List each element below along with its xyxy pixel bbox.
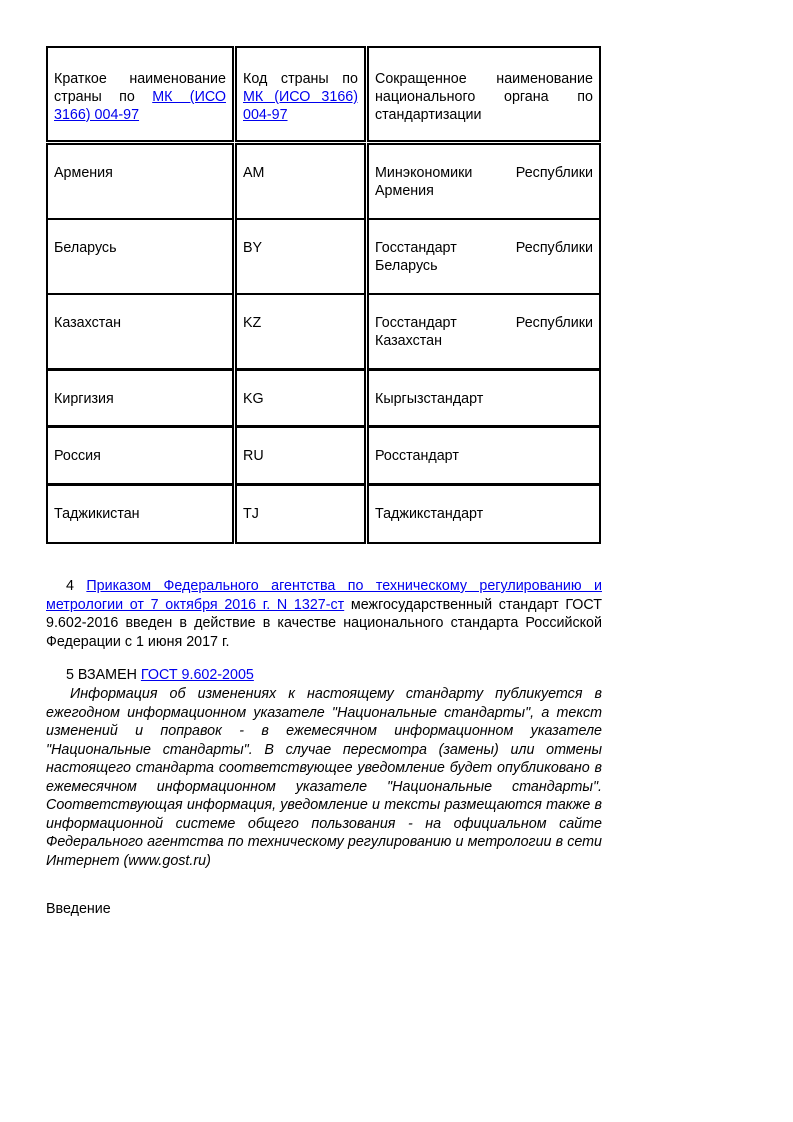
changes-note: Информация об изменениях к настоящему стандарту публикуется в ежегодном информационном указателе "Национальные стандарты", а текст изменений и поправок - в ежемесячном информационном указателе "Национальные стандарты". В случае пересмотра (замены) или отмены настоящего стандарта соответствующее уведомление будет опубликовано в ежемесячном информационном указателе "Национальные стандарты". Соответствующая информация, уведомление и тексты размещаются также в информационной системе общего пользования - на официальном сайте Федерального агентства по техническому регулированию и метрологии в сети Интернет (www.gost.ru) (46, 686, 602, 869)
table-row-code (235, 484, 366, 544)
country-code: KZ (243, 315, 262, 331)
table-row-country (46, 143, 234, 220)
table-row-body (367, 218, 601, 295)
table-row-country (46, 484, 234, 544)
country-standards-table (46, 46, 601, 544)
country-code: AM (243, 165, 265, 181)
country-code: KG (243, 391, 264, 407)
table-row-body (367, 369, 601, 427)
country-name: Казахстан (54, 315, 121, 331)
table-row-code (235, 426, 366, 485)
country-name: Армения (54, 165, 113, 181)
standards-body: Кыргызстандарт (375, 391, 484, 407)
country-code: TJ (243, 506, 259, 522)
paragraph-5: 5 ВЗАМЕН ГОСТ 9.602-2005 (66, 667, 254, 683)
table-row-body (367, 293, 601, 370)
header-cell-body (367, 46, 601, 142)
table-row-body (367, 426, 601, 485)
header-cell-code (235, 46, 366, 142)
header-body-text: Сокращенное наименование национального органа по стандартизации (375, 71, 593, 123)
standards-body: Госстандарт Республики Казахстан (375, 315, 593, 349)
country-name: Россия (54, 448, 101, 464)
table-row-code (235, 218, 366, 295)
country-code: RU (243, 448, 264, 464)
section-title: Введение (46, 901, 111, 917)
table-row-country (46, 218, 234, 295)
mk-iso-link-1[interactable]: МК (ИСО 3166) 004-97 (54, 89, 226, 123)
country-name: Беларусь (54, 240, 117, 256)
standards-body: Таджикстандарт (375, 506, 484, 522)
standards-body: Росстандарт (375, 448, 459, 464)
order-link[interactable]: Приказом Федерального агентства по техническому регулированию и метрологии от 7 октября 2016 г. N 1327-ст (46, 578, 602, 613)
table-row-country (46, 369, 234, 427)
standards-body: Минэкономики Республики Армения (375, 165, 593, 199)
gost-2005-link[interactable]: ГОСТ 9.602-2005 (140, 667, 254, 683)
table-row-body (367, 143, 601, 220)
country-code: BY (243, 240, 263, 256)
table-row-body (367, 484, 601, 544)
table-row-code (235, 293, 366, 370)
country-name: Киргизия (54, 391, 114, 407)
standards-body: Госстандарт Республики Беларусь (375, 240, 593, 274)
paragraph-4: 4 Приказом Федерального агентства по техническому регулированию и метрологии от 7 октября 2016 г. N 1327-ст межгосударственный стандарт ГОСТ 9.602-2016 введен в действие в качестве национального стандарта Российской Федерации с 1 июня 2017 г. (46, 578, 602, 650)
mk-iso-link-2[interactable]: МК (ИСО 3166) 004-97 (243, 89, 358, 123)
table-row-country (46, 293, 234, 370)
header-country-text: Краткое наименование страны по МК (ИСО 3166) 004-97 (54, 71, 226, 123)
table-row-code (235, 143, 366, 220)
header-code-text: Код страны по МК (ИСО 3166) 004-97 (243, 71, 358, 123)
header-cell-country (46, 46, 234, 142)
table-row-country (46, 426, 234, 485)
table-row-code (235, 369, 366, 427)
country-name: Таджикистан (54, 506, 140, 522)
